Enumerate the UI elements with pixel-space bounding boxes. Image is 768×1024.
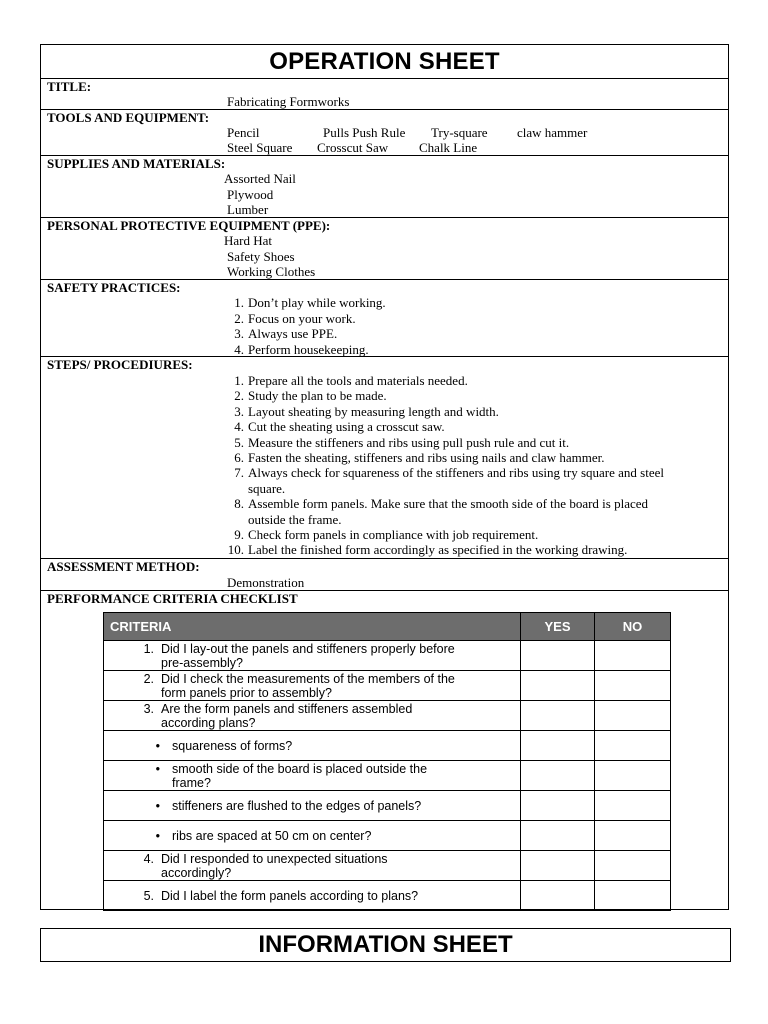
criteria-cell: 1. Did I lay-out the panels and stiffeners properly before pre-assembly? <box>104 641 521 671</box>
no-checkbox-cell[interactable] <box>595 821 671 851</box>
section-title <box>41 79 728 110</box>
list-item: 2. Study the plan to be made. <box>234 388 387 404</box>
table-row <box>104 761 671 791</box>
table-row <box>104 671 671 701</box>
tool-item: Steel Square <box>227 140 293 155</box>
yes-checkbox-cell[interactable] <box>521 761 595 791</box>
section-ppe-label: PERSONAL PROTECTIVE EQUIPMENT (PPE): <box>47 218 331 233</box>
section-ppe <box>41 218 728 280</box>
title-value: Fabricating Formworks <box>227 94 350 109</box>
section-assessment-label: ASSESSMENT METHOD: <box>47 559 200 574</box>
yes-checkbox-cell[interactable] <box>521 701 595 731</box>
no-checkbox-cell[interactable] <box>595 791 671 821</box>
list-item: 2. Focus on your work. <box>234 310 356 326</box>
criteria-cell: 3. Are the form panels and stiffeners assembled according plans? <box>104 701 521 731</box>
bullet-icon: • <box>155 761 160 776</box>
bullet-icon: • <box>155 798 160 813</box>
tool-item: Pencil <box>227 125 260 140</box>
list-item: 1. Don’t play while working. <box>234 295 386 310</box>
no-checkbox-cell[interactable] <box>595 761 671 791</box>
list-item: 6. Fasten the sheating, stiffeners and ribs using nails and claw hammer. <box>234 450 605 465</box>
list-item: 8. Assemble form panels. Make sure that the smooth side of the board is placed <box>234 496 649 512</box>
yes-checkbox-cell[interactable] <box>521 791 595 821</box>
no-checkbox-cell[interactable] <box>595 731 671 761</box>
tool-item: Try-square <box>431 125 488 140</box>
section-supplies <box>41 156 728 218</box>
criteria-cell: 5. Did I label the form panels according to plans? <box>104 881 521 911</box>
no-checkbox-cell[interactable] <box>595 701 671 731</box>
section-safety <box>41 280 728 357</box>
no-header: NO <box>595 613 671 641</box>
supply-item: Assorted Nail <box>224 171 296 186</box>
tool-item: Crosscut Saw <box>317 140 389 155</box>
section-checklist <box>41 591 728 611</box>
section-tools <box>41 110 728 156</box>
list-item: 5. Measure the stiffeners and ribs using pull push rule and cut it. <box>234 434 570 450</box>
bullet-icon: • <box>155 738 160 753</box>
criteria-cell: 4. Did I responded to unexpected situations accordingly? <box>104 851 521 881</box>
no-checkbox-cell[interactable] <box>595 671 671 701</box>
criteria-cell: • stiffeners are flushed to the edges of panels? <box>104 791 521 821</box>
section-tools-label: TOOLS AND EQUIPMENT: <box>47 110 210 125</box>
no-checkbox-cell[interactable] <box>595 881 671 911</box>
yes-checkbox-cell[interactable] <box>521 731 595 761</box>
page-title: OPERATION SHEET <box>41 45 728 79</box>
no-checkbox-cell[interactable] <box>595 641 671 671</box>
section-steps-label: STEPS/ PROCEDIURES: <box>47 357 193 372</box>
list-item: 9. Check form panels in compliance with job requirement. <box>234 527 539 542</box>
section-title-label: TITLE: <box>47 79 92 94</box>
ppe-item: Hard Hat <box>224 233 273 248</box>
yes-checkbox-cell[interactable] <box>521 851 595 881</box>
yes-checkbox-cell[interactable] <box>521 821 595 851</box>
list-item: 1. Prepare all the tools and materials needed. <box>234 373 468 388</box>
section-steps <box>41 357 728 559</box>
yes-checkbox-cell[interactable] <box>521 671 595 701</box>
criteria-header: CRITERIA <box>104 613 521 641</box>
operation-sheet <box>40 44 729 910</box>
tool-item: Chalk Line <box>419 140 478 155</box>
criteria-cell: • ribs are spaced at 50 cm on center? <box>104 821 521 851</box>
ppe-item: Working Clothes <box>227 264 316 279</box>
criteria-cell: • smooth side of the board is placed outside the frame? <box>104 761 521 791</box>
list-item: 3. Always use PPE. <box>234 326 338 341</box>
section-safety-label: SAFETY PRACTICES: <box>47 280 181 295</box>
bullet-icon: • <box>155 828 160 843</box>
list-item: 3. Layout sheating by measuring length and width. <box>234 403 499 419</box>
list-item: 4. Cut the sheating using a crosscut saw. <box>234 419 445 435</box>
criteria-checklist-table <box>103 612 671 911</box>
list-item: 10. Label the finished form accordingly as specified in the working drawing. <box>227 542 628 558</box>
section-supplies-label: SUPPLIES AND MATERIALS: <box>47 156 226 171</box>
ppe-item: Safety Shoes <box>227 249 295 264</box>
list-item: 4. Perform housekeeping. <box>234 341 369 357</box>
information-sheet-title: INFORMATION SHEET <box>40 928 731 962</box>
list-item-continuation: outside the frame. <box>248 511 342 527</box>
tool-item: Pulls Push Rule <box>323 125 406 140</box>
supply-item: Plywood <box>227 187 274 202</box>
criteria-cell: 2. Did I check the measurements of the members of the form panels prior to assembly? <box>104 671 521 701</box>
list-item: 7. Always check for squareness of the stiffeners and ribs using try square and steel <box>234 465 664 481</box>
section-assessment <box>41 559 728 591</box>
yes-checkbox-cell[interactable] <box>521 881 595 911</box>
no-checkbox-cell[interactable] <box>595 851 671 881</box>
table-row <box>104 881 671 911</box>
yes-header: YES <box>521 613 595 641</box>
supply-item: Lumber <box>227 202 269 217</box>
list-item-continuation: square. <box>248 480 286 496</box>
table-row <box>104 641 671 671</box>
table-row <box>104 791 671 821</box>
table-row <box>104 731 671 761</box>
table-header-row <box>104 613 671 641</box>
table-row <box>104 701 671 731</box>
tool-item: claw hammer <box>517 125 588 140</box>
table-row <box>104 821 671 851</box>
table-row <box>104 851 671 881</box>
criteria-cell: • squareness of forms? <box>104 731 521 761</box>
section-checklist-label: PERFORMANCE CRITERIA CHECKLIST <box>47 591 298 606</box>
yes-checkbox-cell[interactable] <box>521 641 595 671</box>
assessment-value: Demonstration <box>227 575 305 590</box>
